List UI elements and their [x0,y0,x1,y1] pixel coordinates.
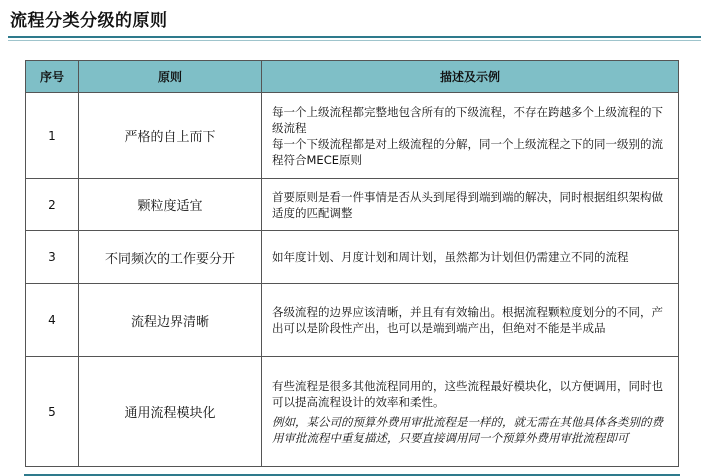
description-line: 有些流程是很多其他流程同用的，这些流程最好模块化，以方便调用，同时也可以提高流程设计的效率和柔性。 [272,378,663,409]
row-number: 1 [26,93,79,179]
row-number: 4 [26,284,79,357]
page-title: 流程分类分级的原则 [10,11,168,31]
table-header-row [26,61,679,93]
title-divider-thin [8,40,701,41]
title-divider [8,36,701,38]
row-principle: 不同频次的工作要分开 [79,231,262,284]
row-number: 5 [26,357,79,467]
row-number: 2 [26,179,79,231]
table-row [26,284,679,357]
row-principle: 流程边界清晰 [79,284,262,357]
row-description [262,231,679,284]
table-row [26,357,679,467]
table-row [26,179,679,231]
row-description [262,357,679,467]
description-line: 每一个上级流程都完整地包含所有的下级流程，不存在跨越多个上级流程的下级流程 [272,104,663,135]
row-description [262,179,679,231]
row-description [262,284,679,357]
table-row [26,93,679,179]
description-line: 如年度计划、月度计划和周计划，虽然都为计划但仍需建立不同的流程 [272,250,629,264]
header-principle: 原则 [79,61,262,93]
row-number: 3 [26,231,79,284]
header-number: 序号 [26,61,79,93]
principles-table [25,60,679,467]
row-principle: 颗粒度适宜 [79,179,262,231]
example-text: 例如，某公司的预算外费用审批流程是一样的，就无需在其他具体各类别的费用审批流程中重复描述，只要直接调用同一个预算外费用审批流程即可 [272,414,663,445]
table-row [26,231,679,284]
description-line: 各级流程的边界应该清晰，并且有有效输出。根据流程颗粒度划分的不同，产出可以是阶段性产出，也可以是端到端产出，但绝对不能是半成品 [272,305,663,335]
row-description [262,93,679,179]
header-description: 描述及示例 [262,61,679,93]
row-principle: 通用流程模块化 [79,357,262,467]
description-line: 每一个下级流程都是对上级流程的分解，同一个上级流程之下的同一级别的流程符合MECE原则 [272,136,663,167]
description-line: 首要原则是看一件事情是否从头到尾得到端到端的解决，同时根据组织架构做适度的匹配调整 [272,189,663,220]
row-principle: 严格的自上而下 [79,93,262,179]
